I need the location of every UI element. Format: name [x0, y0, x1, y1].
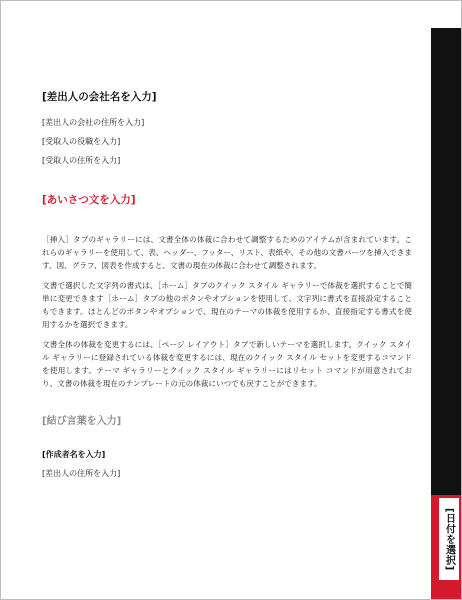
date-picker-field[interactable]	[439, 498, 459, 580]
sender-company-field[interactable]: [差出人の会社名を入力]	[42, 91, 157, 103]
letter-body	[42, 89, 412, 479]
date-placeholder: [日付を選択]	[443, 507, 455, 571]
author-name-field[interactable]: [作成者名を入力]	[42, 450, 106, 459]
body-paragraph-2[interactable]: 文書で選択した文字列の書式は、［ホーム］タブのクイック スタイル ギャラリーで体裁を選択することで簡単に変更できます［ホーム］タブの他のボタンやオプションを使用して、文字列に書式を直接設定することもできます。ほとんどのボタンやオプションで、現在のテーマの体裁を使用するか、直接指定する書式を使用するかを選択できます。	[42, 281, 412, 329]
recipient-address-field[interactable]: [受取人の住所を入力]	[42, 156, 121, 165]
sender-address-field[interactable]: [差出人の会社の住所を入力]	[42, 118, 145, 127]
greeting-field[interactable]: [あいさつ文を入力]	[42, 194, 136, 206]
sender-address-footer-field[interactable]: [差出人の住所を入力]	[42, 469, 121, 478]
recipient-title-field[interactable]: [受取人の役職を入力]	[42, 137, 121, 146]
body-paragraph-3[interactable]: 文書全体の体裁を変更するには、［ページ レイアウト］タブで新しいテーマを選択します。クイック スタイル ギャラリーに登録されている体裁を変更するには、現在のクイック スタイル セットを変更するコマンドを使用します。テーマ ギャラリーとクイック スタイル ギャラリーにはリセット コマンドが用意されており、文書の体裁を現在のテンプレートの元の体裁にいつでも戻すことができます。	[42, 340, 412, 388]
closing-field[interactable]: [結び言葉を入力]	[42, 416, 122, 427]
body-paragraph-1[interactable]: ［挿入］タブのギャラリーには、文書全体の体裁に合わせて調整するためのアイテムが含まれています。これらのギャラリーを使用して、表、ヘッダー、フッター、リスト、表紙や、その他の文書パーツを挿入できます。図、グラフ、図表を作成すると、文書の現在の体裁に合わせて調整されます。	[42, 235, 412, 270]
